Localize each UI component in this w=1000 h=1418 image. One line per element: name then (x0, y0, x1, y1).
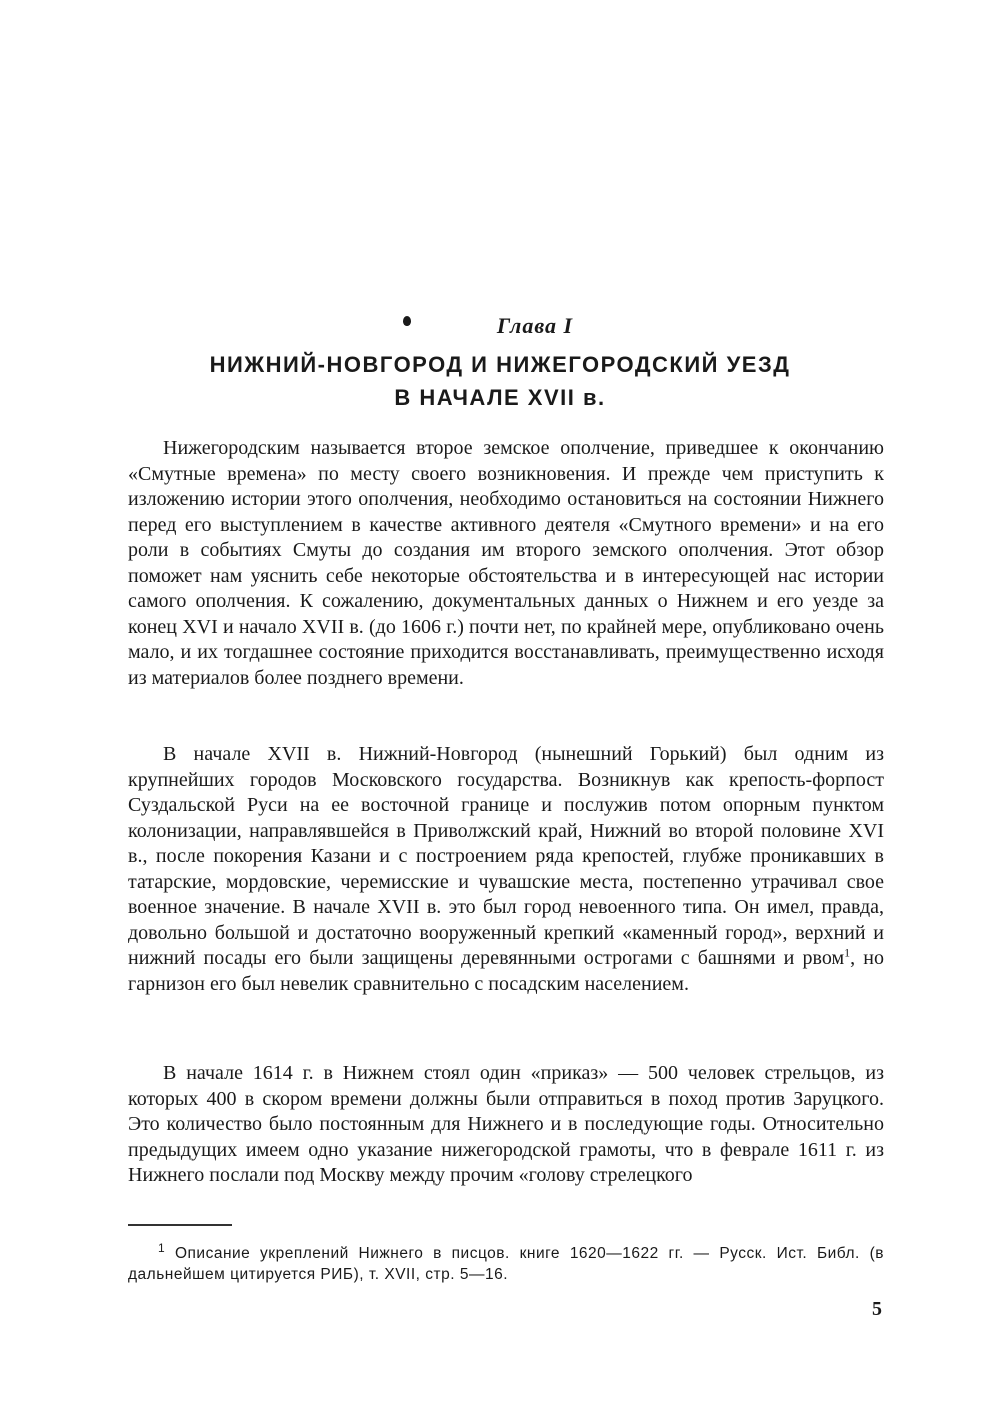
footnote-text: Описание укреплений Нижнего в писцов. книге 1620—1622 гг. — Русск. Ист. Библ. (в дальнейшем цитируется РИБ), т. XVII, стр. 5—16. (128, 1245, 884, 1283)
paragraph-1-block (128, 436, 884, 691)
paragraph-2 (128, 742, 884, 997)
footnote-block (128, 1240, 884, 1285)
chapter-title-line2: В НАЧАЛЕ XVII в. (394, 385, 606, 410)
paragraph-2-text-before-ref: В начале XVII в. Нижний-Новгород (нынешний Горький) был одним из крупнейших городов Московского государства. Возникнув как крепость-форпост Суздальской Руси на ее восточной границе и послужив потом опорным пунктом колонизации, направлявшейся в Приволжский край, Нижний во второй половине XVI в., после покорения Казани и с построением ряда крепостей, глубже проникавших в татарские, мордовские, черемисские и чувашские места, постепенно утрачивал свое военное значение. В начале XVII в. это был город невоенного типа. Он имел, правда, довольно большой и достаточно вооруженный крепкий «каменный город», верхний и нижний посады его были защищены деревянными острогами с башнями и рвом (128, 743, 884, 969)
footnote-divider (128, 1224, 232, 1226)
paragraph-1: Нижегородским называется второе земское ополчение, приведшее к окончанию «Смутные времена» по месту своего возникновения. И прежде чем приступить к изложению истории этого ополчения, необходимо остановиться на состоянии Нижнего перед его выступлением в качестве активного деятеля «Смутного времени» и на его роли в событиях Смуты до создания им второго земского ополчения. Этот обзор поможет нам уяснить себе некоторые обстоятельства и в интересующей нас истории самого ополчения. К сожалению, документальных данных о Нижнем и его уезде за конец XVI и начало XVII в. (до 1606 г.) почти нет, по крайней мере, опубликовано очень мало, и их тогдашнее состояние приходится восстанавливать, преимущественно исходя из материалов более позднего времени. (128, 437, 884, 689)
paragraph-2-block (128, 742, 884, 997)
paragraph-3-block (128, 1061, 884, 1189)
paragraph-3: В начале 1614 г. в Нижнем стоял один «приказ» — 500 человек стрельцов, из которых 400 в скором времени должны были отправиться в поход против Заруцкого. Это количество было постоянным для Нижнего и в последующие годы. Относительно предыдущих имеем одно указание нижегородской грамоты, что в феврале 1611 г. из Нижнего послали под Москву между прочим «голову стрелецкого (128, 1062, 884, 1186)
chapter-label: Глава I (496, 313, 574, 338)
footnote-marker: 1 (158, 1240, 166, 1255)
footnote-reference[interactable]: 1 (844, 945, 851, 960)
chapter-title-line1: НИЖНИЙ-НОВГОРОД И НИЖЕГОРОДСКИЙ УЕЗД (209, 352, 791, 377)
paragraph-2-text-after-ref: , но гарнизон его был невелик сравнительно с посадским населением. (128, 947, 885, 995)
footnote-1 (128, 1240, 884, 1285)
page-number: 5 (872, 1298, 882, 1320)
